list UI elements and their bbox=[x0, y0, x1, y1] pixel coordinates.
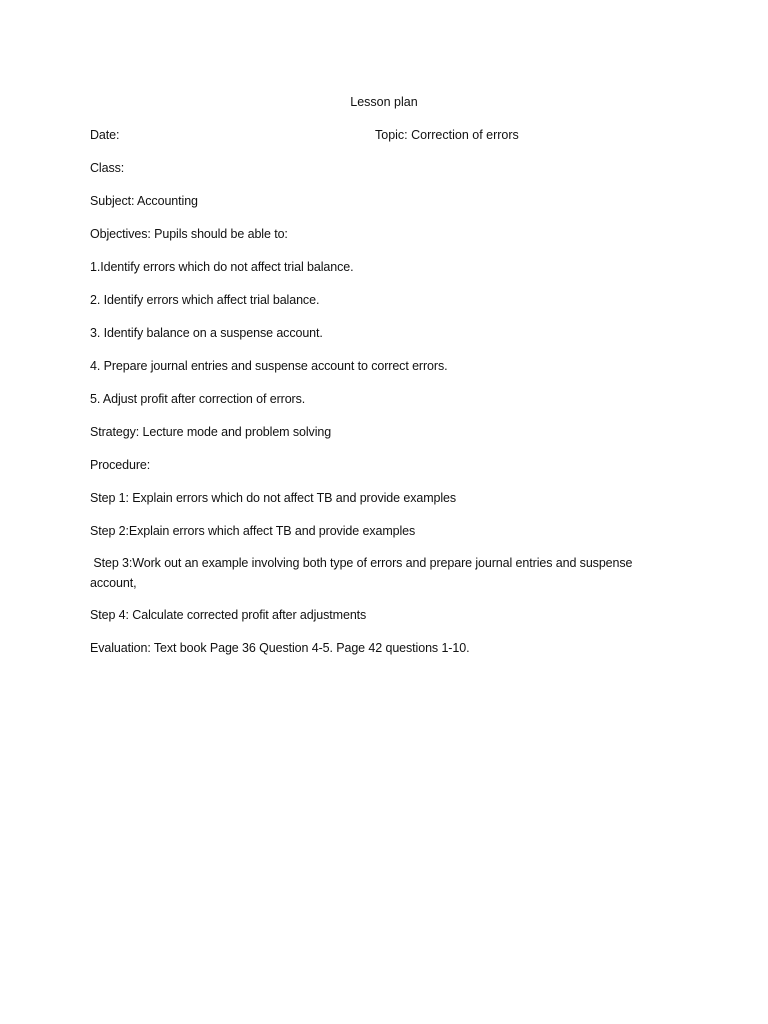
objectives-heading: Objectives: Pupils should be able to: bbox=[90, 227, 288, 241]
objective-item: 1.Identify errors which do not affect trial balance. bbox=[90, 260, 354, 274]
date-label: Date: bbox=[90, 128, 120, 142]
objective-item: 2. Identify errors which affect trial balance. bbox=[90, 293, 320, 307]
procedure-heading: Procedure: bbox=[90, 458, 151, 472]
objective-item: 3. Identify balance on a suspense account. bbox=[90, 326, 323, 340]
strategy-line: Strategy: Lecture mode and problem solving bbox=[90, 425, 332, 439]
procedure-step: Step 1: Explain errors which do not affect TB and provide examples bbox=[90, 491, 457, 505]
subject-line: Subject: Accounting bbox=[90, 194, 198, 208]
procedure-step: Step 2:Explain errors which affect TB and provide examples bbox=[90, 524, 416, 538]
topic-line: Topic: Correction of errors bbox=[375, 128, 519, 142]
evaluation-line: Evaluation: Text book Page 36 Question 4-5. Page 42 questions 1-10. bbox=[90, 641, 470, 655]
procedure-step: Step 4: Calculate corrected profit after adjustments bbox=[90, 608, 367, 622]
class-label: Class: bbox=[90, 161, 125, 175]
objective-item: 5. Adjust profit after correction of errors. bbox=[90, 392, 306, 406]
objective-item: 4. Prepare journal entries and suspense account to correct errors. bbox=[90, 359, 448, 373]
document-title: Lesson plan bbox=[350, 95, 418, 109]
procedure-step: Step 3:Work out an example involving both type of errors and prepare journal entries and suspense account, bbox=[90, 556, 636, 590]
